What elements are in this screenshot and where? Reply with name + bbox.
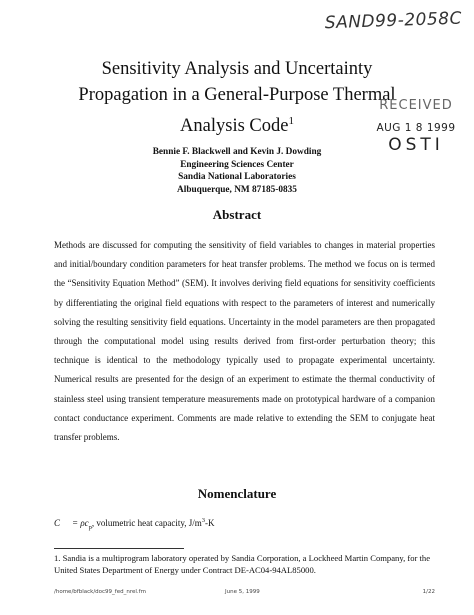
abstract-body [54, 236, 435, 447]
author-location: Albuquerque, NM 87185-0835 [177, 184, 297, 195]
footnote: 1. Sandia is a multiprogram laboratory operated by Sandia Corporation, a Lockheed Martin Company, for the United States Department of Energy under Contract DE-AC04-94AL85000. [54, 553, 431, 575]
nomenclature-def-sub: p [88, 523, 92, 531]
title-line-1: Sensitivity Analysis and Uncertainty [101, 59, 373, 79]
received-stamp-label: RECEIVED [379, 98, 453, 113]
footer-page-number: 1/22 [422, 589, 435, 595]
footer-date: June 5, 1999 [225, 589, 260, 595]
title-line-2: Propagation in a General-Purpose Thermal [78, 85, 396, 105]
footnote-divider [54, 548, 184, 549]
nomenclature-def-prefix: = ρc [72, 518, 89, 528]
abstract-text: Methods are discussed for computing the sensitivity of field variables to changes in material properties and initial/boundary condition parameters for heat transfer problems. The method we focus on is termed the “Sensitivity Equation Method” (SEM). It involves deriving field equations for sensitivity coefficients by differentiating the original field equations with respect to the parameters of interest and numerically solving the resulting sensitivity field equations. Uncertainty in the model parameters are then propagated through the computational model using results derived from first-order perturbation theory; this technique is identical to the methodology typically used to propagate experimental uncertainty. Numerical results are presented for the design of an experiment to estimate the thermal conductivity of stainless steel using transient temperature measurements made on prototypical hardware of a companion contact conductance experiment. Comments are made relative to extending the SEM to conjugate heat transfer problems. [54, 240, 435, 443]
nomenclature-item [54, 515, 434, 534]
author-block [97, 146, 377, 196]
nomenclature-def-text: , volumetric heat capacity, J/m [91, 518, 202, 528]
title-footnote-mark: 1 [288, 115, 294, 127]
nomenclature-symbol: C [54, 518, 61, 528]
author-names: Bennie F. Blackwell and Kevin J. Dowding [152, 147, 322, 157]
received-stamp [366, 98, 466, 155]
title-line-3-text: Analysis Code [180, 116, 289, 137]
author-organization: Sandia National Laboratories [178, 172, 296, 182]
author-department: Engineering Sciences Center [180, 159, 294, 170]
received-stamp-code: OSTI [388, 135, 444, 155]
received-stamp-date: AUG 1 8 1999 [376, 122, 456, 134]
nomenclature-def-sup: 3 [201, 517, 206, 524]
footer-file-path: /home/bfblack/doc99_fed_nrel.fm [54, 589, 146, 595]
report-number: SAND99-2058C [324, 8, 463, 34]
nomenclature-heading: Nomenclature [197, 486, 277, 501]
abstract-heading: Abstract [212, 207, 262, 222]
nomenclature-def-suffix: -K [205, 518, 215, 528]
